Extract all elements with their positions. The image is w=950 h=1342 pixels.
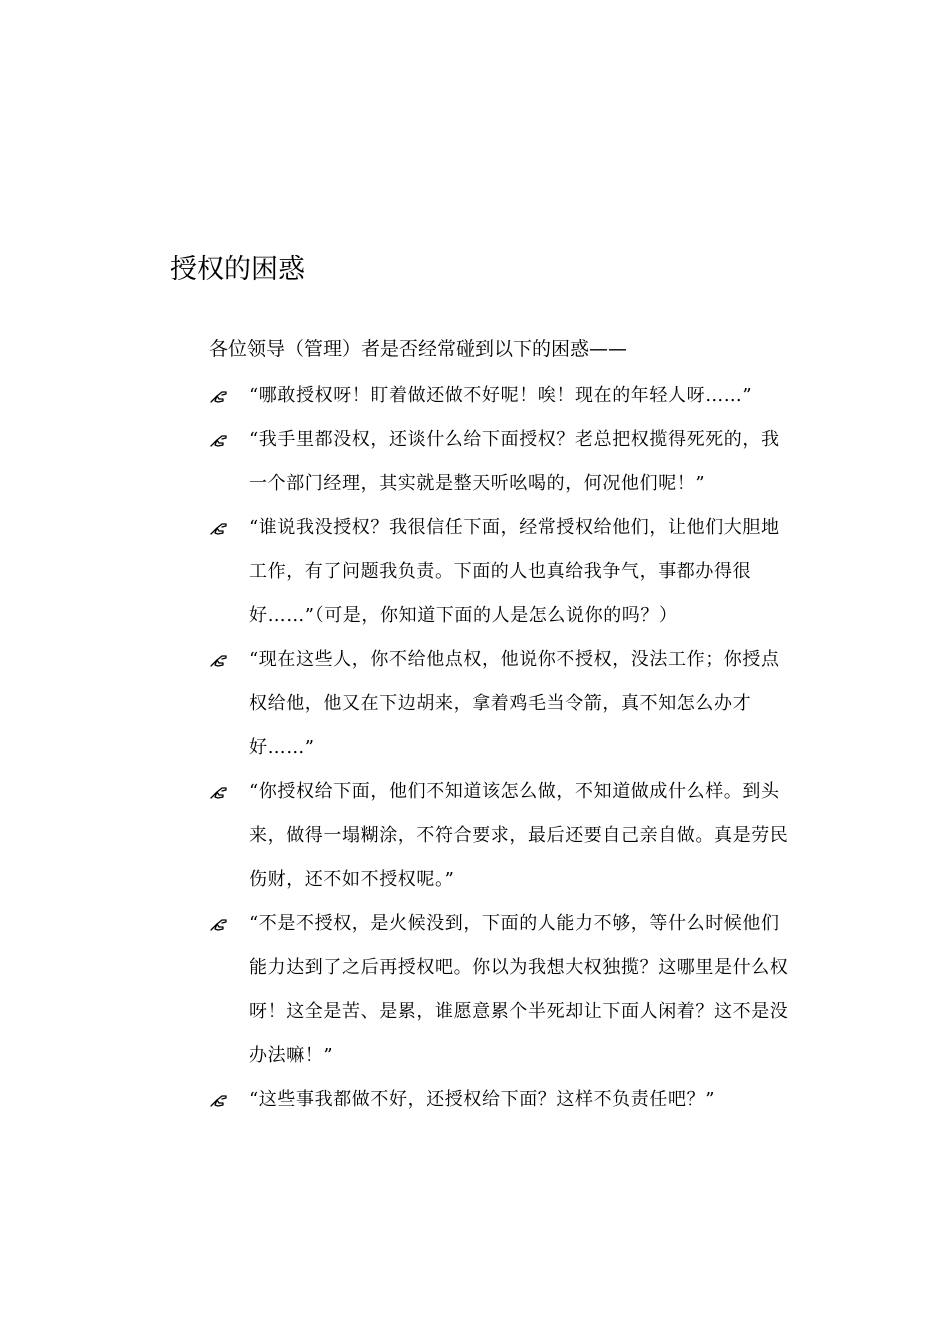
list-item [209,506,789,638]
quote-text: “谁说我没授权？我很信任下面，经常授权给他们，让他们大胆地工作，有了问题我负责。下面的人也真给我争气，事都办得很好……”（可是，你知道下面的人是怎么说你的吗？） [249,517,780,626]
pointing-hand-icon [209,650,229,670]
page-title: 授权的困惑 [170,254,305,285]
quote-text: “这些事我都做不好，还授权给下面？这样不负责任吧？” [249,1089,716,1110]
pointing-hand-icon [209,518,229,538]
section-subtitle: 各位领导（管理）者是否经常碰到以下的困惑—— [209,338,628,360]
list-item [209,1078,789,1122]
quote-text: “我手里都没权，还谈什么给下面授权？老总把权揽得死死的，我一个部门经理，其实就是整天听吆喝的，何况他们呢！” [249,429,780,494]
quote-text: “不是不授权，是火候没到，下面的人能力不够，等什么时候他们能力达到了之后再授权吧。你以为我想大权独揽？这哪里是什么权呀！这全是苦、是累，谁愿意累个半死却让下面人闲着？这不是没办法嘛！” [249,913,789,1066]
list-item [209,374,789,418]
quote-list [209,374,789,1122]
pointing-hand-icon [209,430,229,450]
pointing-hand-icon [209,914,229,934]
pointing-hand-icon [209,782,229,802]
pointing-hand-icon [209,1090,229,1110]
list-item [209,902,789,1078]
quote-text: “你授权给下面，他们不知道该怎么做，不知道做成什么样。到头来，做得一塌糊涂，不符合要求，最后还要自己亲自做。真是劳民伤财，还不如不授权呢。” [249,781,789,890]
list-item [209,418,789,506]
list-item [209,770,789,902]
pointing-hand-icon [209,386,229,406]
quote-text: “哪敢授权呀！盯着做还做不好呢！唉！现在的年轻人呀……” [249,385,753,406]
quote-text: “现在这些人，你不给他点权，他说你不授权，没法工作；你授点权给他，他又在下边胡来，拿着鸡毛当令箭，真不知怎么办才好……” [249,649,780,758]
list-item [209,638,789,770]
